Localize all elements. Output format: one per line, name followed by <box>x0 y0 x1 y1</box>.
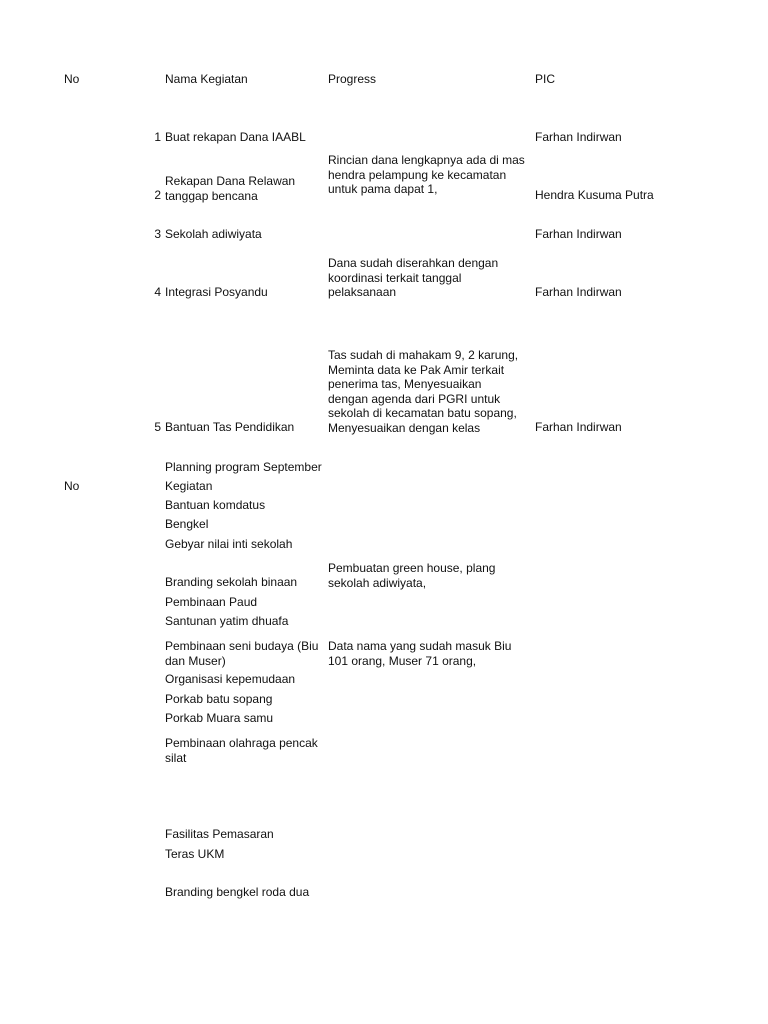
row-1-no: 1 <box>154 130 161 144</box>
row-3-pic: Farhan Indirwan <box>535 227 622 241</box>
planning-item: Bengkel <box>165 517 209 531</box>
row-5-progress: Tas sudah di mahakam 9, 2 karung, Meminta data ke Pak Amir terkait penerima tas, Menyesuaikan dengan agenda dari PGRI untuk sekolah di kecamatan batu sopang, Menyesuaikan dengan kelas <box>328 348 519 435</box>
planning-item: Pembinaan seni budaya (Biu dan Muser) <box>165 639 319 668</box>
planning-item: Pembinaan olahraga pencak silat <box>165 736 318 765</box>
row-1-pic: Farhan Indirwan <box>535 130 622 144</box>
row-3-kegiatan: Sekolah adiwiyata <box>165 227 262 241</box>
planning-item-progress: Pembuatan green house, plang sekolah adiwiyata, <box>328 561 496 590</box>
planning-item: Fasilitas Pemasaran <box>165 827 274 841</box>
row-3-no: 3 <box>154 227 161 241</box>
planning-item-progress: Data nama yang sudah masuk Biu 101 orang, Muser 71 orang, <box>328 639 512 668</box>
header-no: No <box>64 72 80 86</box>
planning-title: Planning program September <box>165 460 322 474</box>
planning-kegiatan-label: Kegiatan <box>165 479 213 493</box>
row-5-pic: Farhan Indirwan <box>535 420 622 434</box>
row-4-no: 4 <box>154 285 161 299</box>
planning-item: Branding sekolah binaan <box>165 575 298 589</box>
row-5-no: 5 <box>154 420 161 434</box>
row-2-no: 2 <box>154 188 161 202</box>
planning-item: Bantuan komdatus <box>165 498 266 512</box>
row-4-progress: Dana sudah diserahkan dengan koordinasi terkait tanggal pelaksanaan <box>328 256 499 299</box>
planning-no-label: No <box>64 479 80 493</box>
planning-item: Pembinaan Paud <box>165 595 258 609</box>
planning-item: Organisasi kepemudaan <box>165 672 296 686</box>
row-2-progress: Rincian dana lengkapnya ada di mas hendra pelampung ke kecamatan untuk pama dapat 1, <box>328 153 525 196</box>
header-progress: Progress <box>328 72 377 86</box>
planning-item: Teras UKM <box>165 847 225 861</box>
row-4-pic: Farhan Indirwan <box>535 285 622 299</box>
planning-item: Porkab batu sopang <box>165 692 273 706</box>
planning-item: Branding bengkel roda dua <box>165 885 310 899</box>
planning-item: Santunan yatim dhuafa <box>165 614 289 628</box>
row-2-kegiatan: Rekapan Dana Relawan tanggap bencana <box>165 174 296 203</box>
row-1-kegiatan: Buat rekapan Dana IAABL <box>165 130 306 144</box>
row-5-kegiatan: Bantuan Tas Pendidikan <box>165 420 295 434</box>
row-2-pic: Hendra Kusuma Putra <box>535 188 654 202</box>
planning-item: Gebyar nilai inti sekolah <box>165 537 293 551</box>
header-nama-kegiatan: Nama Kegiatan <box>165 72 248 86</box>
planning-item: Porkab Muara samu <box>165 711 274 725</box>
row-4-kegiatan: Integrasi Posyandu <box>165 285 268 299</box>
header-pic: PIC <box>535 72 556 86</box>
